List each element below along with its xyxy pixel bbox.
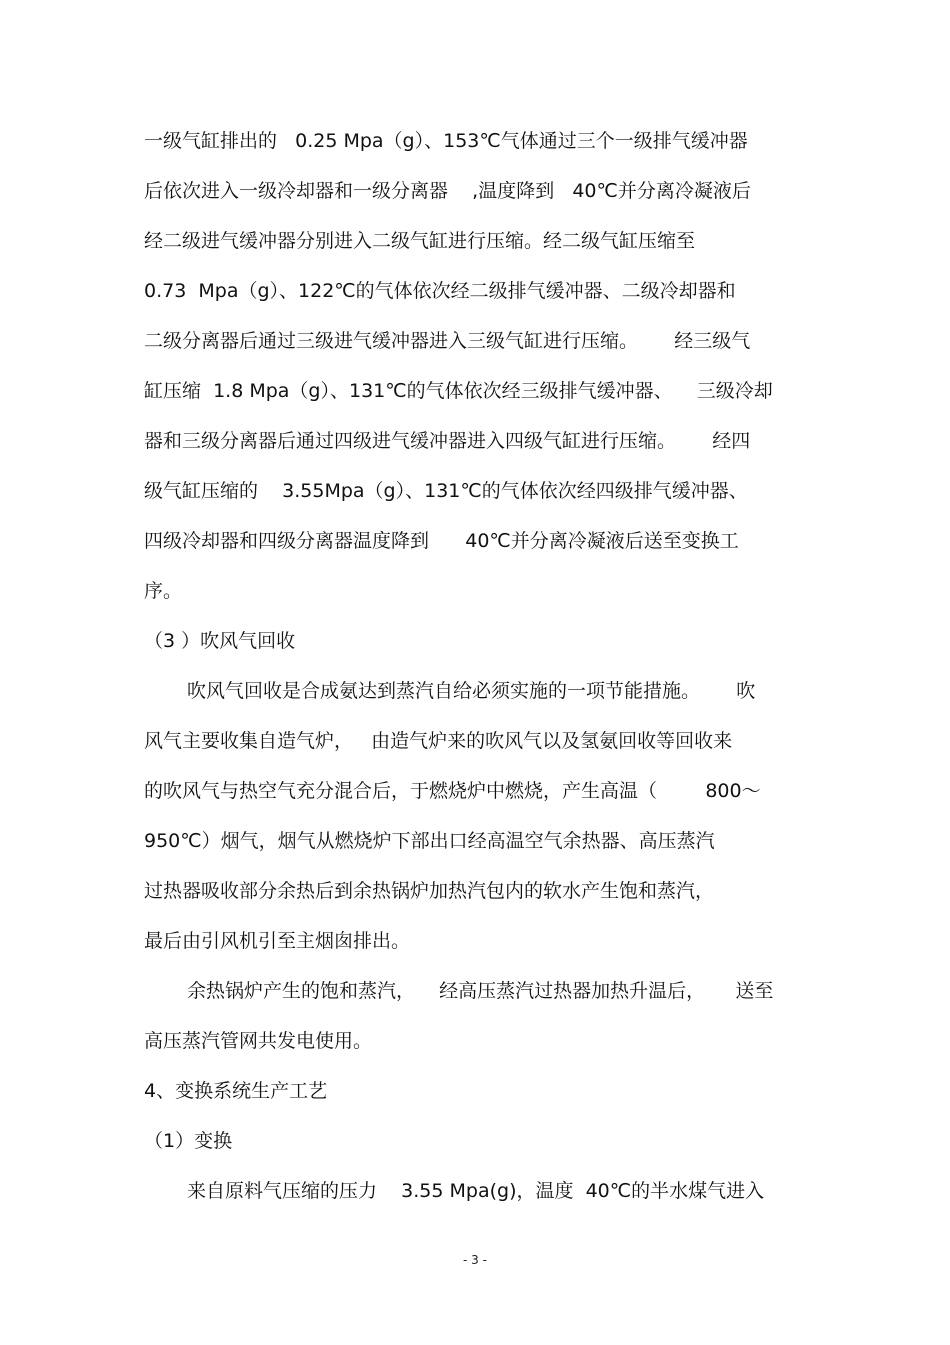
text-line-13: 风气主要收集自造气炉， 由造气炉来的吹风气以及氢氨回收等回收来: [144, 730, 733, 752]
text-line-7: 器和三级分离器后通过四级进气缓冲器进入四级气缸进行压缩。 经四: [144, 430, 751, 452]
text-line-4: 0.73 Mpa（g）、122℃的气体依次经二级排气缓冲器、二级冷却器和: [144, 280, 736, 302]
text-line-18: 余热锅炉产生的饱和蒸汽， 经高压蒸汽过热器加热升温后， 送至: [187, 980, 774, 1002]
text-line-17: 最后由引风机引至主烟囱排出。: [144, 930, 411, 952]
text-line-22: 来自原料气压缩的压力 3.55 Mpa(g)，温度 40℃的半水煤气进入: [187, 1180, 765, 1202]
text-line-10: 序。: [144, 580, 183, 602]
text-line-5: 二级分离器后通过三级进气缓冲器进入三级气缸进行压缩。 经三级气: [144, 330, 751, 352]
text-line-9: 四级冷却器和四级分离器温度降到 40℃并分离冷凝液后送至变换工: [144, 530, 739, 552]
text-line-14: 的吹风气与热空气充分混合后，于燃烧炉中燃烧，产生高温（ 800～: [144, 780, 761, 802]
section-heading-blow-gas-recovery: （3 ）吹风气回收: [144, 630, 296, 652]
text-line-1: 一级气缸排出的 0.25 Mpa（g）、153℃气体通过三个一级排气缓冲器: [144, 130, 748, 152]
page-number: - 3 -: [463, 1253, 487, 1267]
text-line-6: 缸压缩 1.8 Mpa（g）、131℃的气体依次经三级排气缓冲器、 三级冷却: [144, 380, 773, 402]
subsection-heading-shift: （1）变换: [144, 1130, 233, 1152]
text-line-8: 级气缸压缩的 3.55Mpa（g）、131℃的气体依次经四级排气缓冲器、: [144, 480, 748, 502]
text-line-2: 后依次进入一级冷却器和一级分离器 ,温度降到 40℃并分离冷凝液后: [144, 180, 751, 202]
text-line-15: 950℃）烟气，烟气从燃烧炉下部出口经高温空气余热器、高压蒸汽: [144, 830, 715, 852]
text-line-16: 过热器吸收部分余热后到余热锅炉加热汽包内的软水产生饱和蒸汽，: [144, 880, 715, 902]
text-line-12: 吹风气回收是合成氨达到蒸汽自给必须实施的一项节能措施。 吹: [187, 680, 756, 702]
text-line-3: 经二级进气缓冲器分别进入二级气缸进行压缩。经二级气缸压缩至: [144, 230, 696, 252]
section-heading-shift-process: 4、变换系统生产工艺: [144, 1080, 328, 1102]
text-line-19: 高压蒸汽管网共发电使用。: [144, 1030, 373, 1052]
